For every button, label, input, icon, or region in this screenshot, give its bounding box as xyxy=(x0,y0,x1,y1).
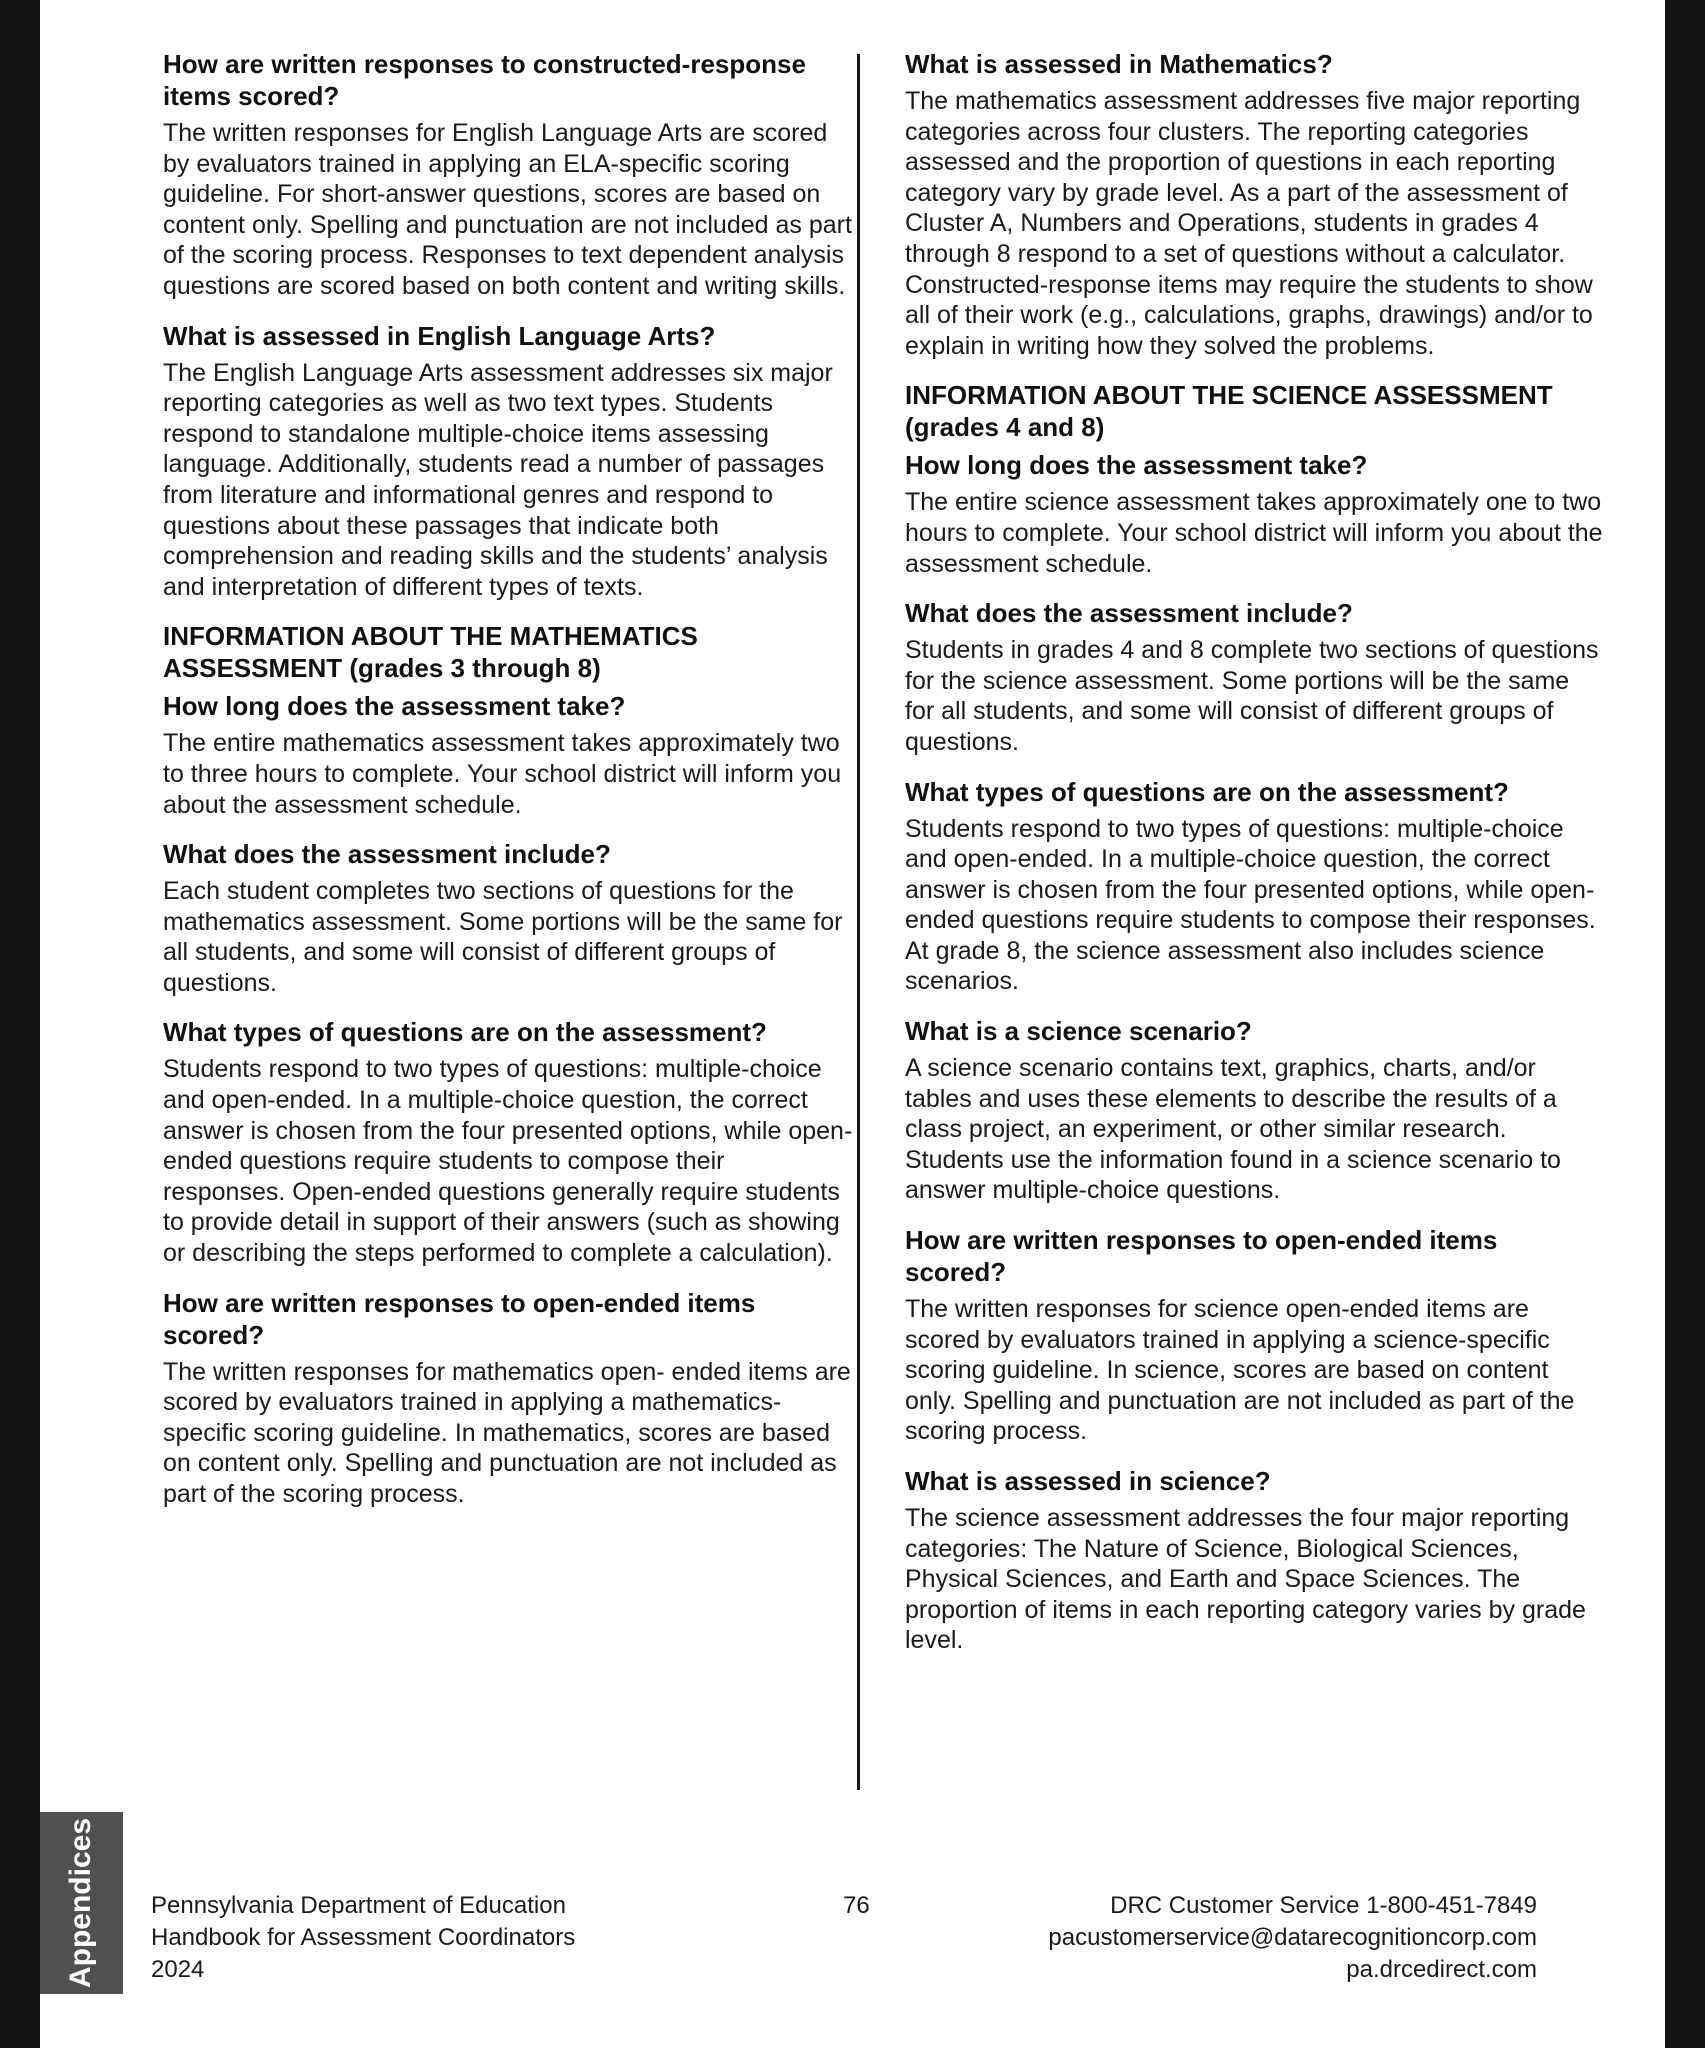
question-heading: What is a science scenario? xyxy=(905,1016,1252,1047)
section-heading: INFORMATION ABOUT THE SCIENCE ASSESSMENT (grades 4 and 8) xyxy=(905,380,1553,443)
question-heading: What is assessed in science? xyxy=(905,1466,1271,1496)
side-tab-label: Appendices xyxy=(64,1817,98,1989)
appendices-side-tab xyxy=(40,1812,123,1994)
question-heading: What is assessed in Mathematics? xyxy=(905,49,1333,79)
paragraph: The science assessment addresses the four major reporting categories: The Nature of Science, Biological Sciences, Physical Sciences, and Earth and Space Sciences. The proportion of items in each reporting category varies by grade level. xyxy=(905,1504,1586,1655)
question-heading: What types of questions are on the assessment? xyxy=(163,1017,767,1048)
question-heading: How are written responses to open-ended items scored? xyxy=(163,1287,756,1350)
column-divider xyxy=(857,54,860,1790)
page-number: 76 xyxy=(843,1892,870,1919)
question-heading: What does the assessment include? xyxy=(163,839,611,870)
paragraph: The written responses for science open-ended items are scored by evaluators trained in applying a science-specific scoring guideline. In science, scores are based on content only. Spelling and punctuation are not included as part of the scoring process. xyxy=(905,1295,1575,1446)
paragraph: The entire science assessment takes approximately one to two hours to complete. Your school district will inform you about the assessment schedule. xyxy=(905,488,1603,578)
document-page xyxy=(40,0,1665,2048)
paragraph: Students respond to two types of questions: multiple-choice and open-ended. In a multiple-choice question, the correct answer is chosen from the four presented options, while open-ended questions require students to compose their responses. At grade 8, the science assessment also includes science scenarios. xyxy=(905,814,1596,996)
footer-email: pacustomerservice@datarecognitioncorp.com xyxy=(1048,1924,1537,1951)
footer-right xyxy=(1048,1890,1537,1986)
paragraph: Students respond to two types of questions: multiple-choice and open-ended. In a multiple-choice question, the correct answer is chosen from the four presented options, while open-ended questions require students to compose their responses. Open-ended questions generally require students to provide detail in support of their answers (such as showing or describing the steps performed to complete a calculation). xyxy=(163,1055,853,1268)
right-column xyxy=(905,48,1605,1674)
footer-website: pa.drcedirect.com xyxy=(1346,1956,1537,1983)
footer-org: Pennsylvania Department of Education xyxy=(151,1892,566,1919)
question-heading: What types of questions are on the assessment? xyxy=(905,776,1509,807)
footer-left xyxy=(151,1890,575,1986)
footer-year: 2024 xyxy=(151,1956,205,1983)
paragraph: Students in grades 4 and 8 complete two sections of questions for the science assessment. Some portions will be the same for all students, and some will consist of different groups of questions. xyxy=(905,636,1599,756)
question-heading: What does the assessment include? xyxy=(905,598,1353,629)
question-heading: How long does the assessment take? xyxy=(905,450,1368,481)
paragraph: The English Language Arts assessment addresses six major reporting categories as well as two text types. Students respond to standalone multiple-choice items assessing language. Additionally, students read a number of passages from literature and informational genres and respond to questions about these passages that indicate both comprehension and reading skills and the students’ analysis and interpretation of different types of texts. xyxy=(163,358,833,601)
paragraph: Each student completes two sections of questions for the mathematics assessment. Some portions will be the same for all students, and some will consist of different groups of questions. xyxy=(163,877,843,997)
footer-handbook: Handbook for Assessment Coordinators xyxy=(151,1924,576,1951)
paragraph: The mathematics assessment addresses five major reporting categories across four clusters. The reporting categories assessed and the proportion of questions in each reporting category vary by grade level. As a part of the assessment of Cluster A, Numbers and Operations, students in grades 4 through 8 respond to a set of questions without a calculator. Constructed-response items may require the students to show all of their work (e.g., calculations, graphs, drawings) and/or to explain in writing how they solved the problems. xyxy=(905,87,1593,360)
question-heading: How are written responses to constructed-response items scored? xyxy=(163,49,806,111)
paragraph: The entire mathematics assessment takes approximately two to three hours to complete. Your school district will inform you about the assessment schedule. xyxy=(163,729,842,819)
left-column xyxy=(163,48,853,1528)
paragraph: The written responses for mathematics open- ended items are scored by evaluators trained in applying a mathematics-specific scoring guideline. In mathematics, scores are based on content only. Spelling and punctuation are not included as part of the scoring process. xyxy=(163,1357,851,1508)
footer-phone: DRC Customer Service 1-800-451-7849 xyxy=(1110,1892,1537,1919)
paragraph: The written responses for English Language Arts are scored by evaluators trained in applying an ELA-specific scoring guideline. For short-answer questions, scores are based on content only. Spelling and punctuation are not included as part of the scoring process. Responses to text dependent analysis questions are scored based on both content and writing skills. xyxy=(163,119,852,300)
section-heading: INFORMATION ABOUT THE MATHEMATICS ASSESSMENT (grades 3 through 8) xyxy=(163,621,698,684)
question-heading: How long does the assessment take? xyxy=(163,691,626,722)
question-heading: What is assessed in English Language Arts? xyxy=(163,320,716,351)
paragraph: A science scenario contains text, graphics, charts, and/or tables and uses these elements to describe the results of a class project, an experiment, or other similar research. Students use the information found in a science scenario to answer multiple-choice questions. xyxy=(905,1054,1561,1205)
question-heading: How are written responses to open-ended items scored? xyxy=(905,1225,1498,1288)
